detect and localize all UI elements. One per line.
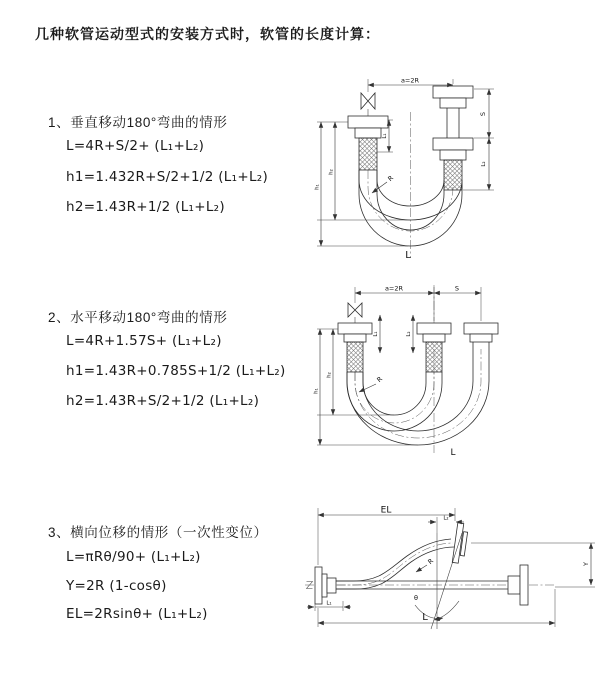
d1-label-h1: h₁ <box>314 184 321 190</box>
d2-left-pipe <box>338 323 372 372</box>
d2-middle-pipe <box>417 323 451 372</box>
section1-heading: 1、垂直移动180°弯曲的情形 <box>48 115 228 130</box>
d1-label-h2: h₂ <box>328 169 335 175</box>
d1-dimensions <box>315 77 495 262</box>
d2-hose-arcs <box>347 349 489 445</box>
d1-label-r: R <box>386 173 396 183</box>
d3-label-el: EL <box>380 505 392 516</box>
d1-label-l: L <box>405 250 411 261</box>
d2-label-a2r: a=2R <box>384 284 404 293</box>
d3-curved-hose <box>336 523 469 589</box>
d2-valve-icon <box>348 303 362 323</box>
d1-label-s: S <box>479 111 487 117</box>
diagram-lateral-displacement <box>303 503 600 645</box>
d2-label-h1: h₁ <box>313 388 320 394</box>
section2-formula-h2: h2=1.43R+S/2+1/2 (L₁+L₂) <box>66 393 260 409</box>
section1-formula-h2: h2=1.43R+1/2 (L₁+L₂) <box>66 199 225 215</box>
d3-label-r: R <box>426 556 436 566</box>
d3-label-l1: L₁ <box>326 600 332 607</box>
d2-label-l2: L₂ <box>406 331 412 337</box>
d1-label-l1: L₁ <box>382 133 388 139</box>
section2-heading: 2、水平移动180°弯曲的情形 <box>48 310 228 325</box>
section2-formula-l: L=4R+1.57S+ (L₁+L₂) <box>66 333 222 349</box>
d3-label-l2: L₂ <box>443 515 449 522</box>
d2-label-s: S <box>454 284 460 293</box>
d1-valve-icon <box>361 93 375 116</box>
d3-label-l: L <box>422 612 428 623</box>
d3-left-flange <box>315 567 336 604</box>
section3-heading: 3、横向位移的情形（一次性变位） <box>48 525 268 540</box>
section1-formula-h1: h1=1.432R+S/2+1/2 (L₁+L₂) <box>66 169 269 185</box>
diagram-horizontal-180-bend <box>313 283 598 458</box>
d2-label-r: R <box>375 374 385 384</box>
d3-upper-flange <box>452 523 468 564</box>
d1-right-pipe <box>433 86 473 190</box>
page-title: 几种软管运动型式的安装方式时，软管的长度计算： <box>35 26 380 42</box>
d3-label-theta: θ <box>414 594 418 602</box>
d1-left-pipe <box>348 116 388 170</box>
section1-formula-l: L=4R+S/2+ (L₁+L₂) <box>66 138 205 154</box>
d2-right-pipe <box>464 323 498 349</box>
d2-dimensions <box>314 285 482 459</box>
section3-formula-y: Y=2R (1-cosθ) <box>66 578 167 594</box>
d2-label-l1: L₁ <box>373 331 379 337</box>
diagram-vertical-180-bend <box>313 72 588 267</box>
d3-label-y: Y <box>582 562 590 566</box>
section3-formula-l: L=πRθ/90+ (L₁+L₂) <box>66 549 201 565</box>
d2-label-l: L <box>450 448 456 458</box>
d2-label-h2: h₂ <box>326 372 333 378</box>
d1-label-l2: L₂ <box>481 161 487 167</box>
section2-formula-h1: h1=1.43R+0.785S+1/2 (L₁+L₂) <box>66 363 286 379</box>
d1-label-a2r: a=2R <box>400 76 420 85</box>
section3-formula-el: EL=2Rsinθ+ (L₁+L₂) <box>66 606 208 622</box>
